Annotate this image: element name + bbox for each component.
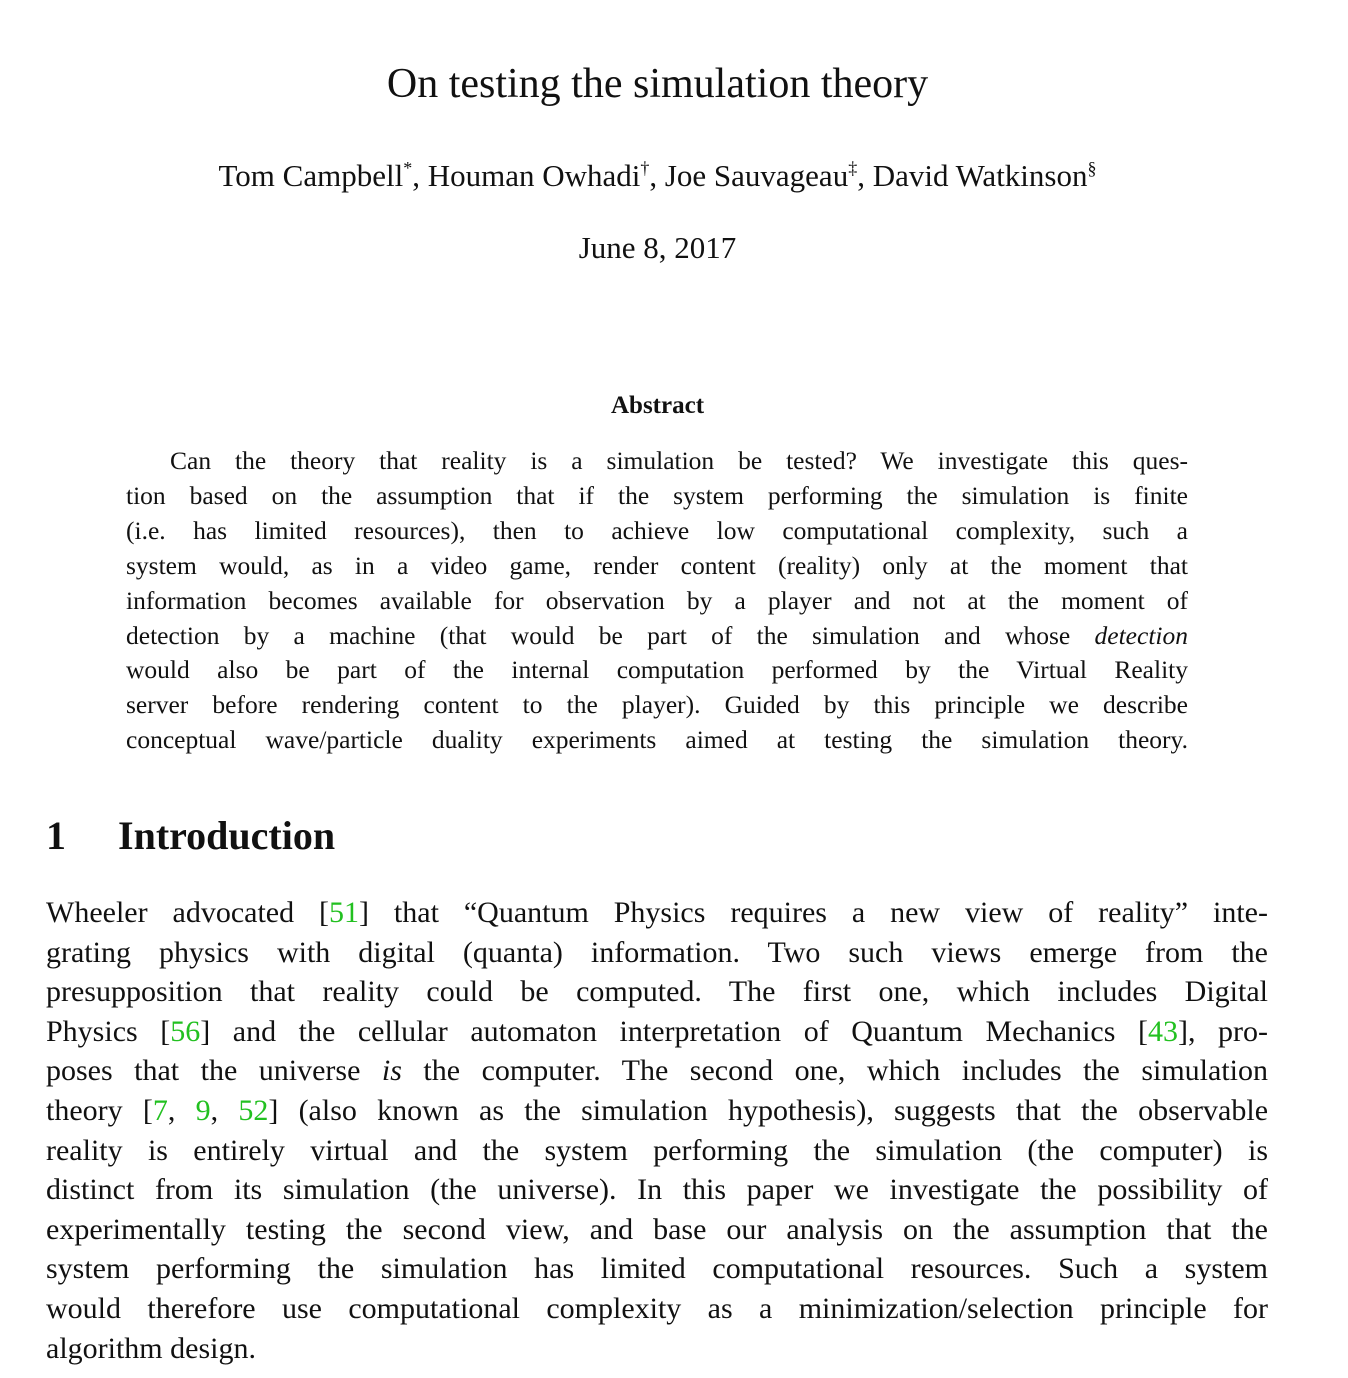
abstract-line: tion based on the assumption that if the system performing the simulation is finite (126, 480, 1188, 510)
citation-link[interactable]: 7 (152, 1093, 168, 1127)
body-text: theory [ (46, 1093, 153, 1127)
abstract-line: conceptual wave/particle duality experiments aimed at testing the simulation theory. (126, 725, 1188, 755)
body-line (46, 1051, 1268, 1091)
author-name: Tom Campbell (218, 158, 404, 193)
abstract-heading: Abstract (610, 392, 705, 419)
author-list (0, 158, 1315, 194)
citation-link[interactable]: 52 (238, 1093, 269, 1127)
abstract-line: would also be part of the internal computation performed by the Virtual Reality (126, 655, 1188, 685)
body-line (46, 1012, 1268, 1052)
paper-title: On testing the simulation theory (386, 61, 929, 107)
author-name: Joe Sauvageau (664, 158, 849, 193)
author-footnote-mark[interactable]: § (1087, 158, 1097, 178)
introduction-body (46, 893, 1268, 1368)
paper-date: June 8, 2017 (578, 230, 737, 265)
abstract-body (126, 444, 1188, 758)
body-text: ] that “Quantum Physics requires a new view of reality” inte- (359, 896, 1268, 929)
body-line: algorithm design. (46, 1331, 256, 1365)
citation-link[interactable]: 9 (195, 1093, 211, 1127)
body-line: presupposition that reality could be computed. The first one, which includes Digital (46, 975, 1268, 1009)
author-name: Houman Owhadi (427, 158, 641, 193)
body-text: poses that the universe (46, 1054, 382, 1088)
body-line: distinct from its simulation (the universe). In this paper we investigate the possibility of (46, 1173, 1268, 1207)
author-footnote-mark[interactable]: † (640, 158, 650, 178)
body-line: would therefore use computational complexity as a minimization/selection principle for (46, 1291, 1268, 1325)
author-separator: , (412, 158, 428, 193)
body-text: the computer. The second one, which includes the simulation (401, 1054, 1268, 1088)
body-text: ], pro- (1177, 1014, 1268, 1048)
citation-link[interactable]: 51 (329, 896, 360, 929)
section-heading (46, 812, 335, 859)
abstract-line: Can the theory that reality is a simulation be tested? We investigate this ques- (170, 446, 1188, 475)
abstract-line: server before rendering content to the player). Guided by this principle we describe (126, 690, 1188, 720)
body-line: reality is entirely virtual and the system performing the simulation (the computer) is (46, 1133, 1268, 1167)
abstract-emphasis: detection (1094, 620, 1188, 650)
body-text: ] (also known as the simulation hypothesis), suggests that the observable (268, 1093, 1269, 1127)
body-text: , (167, 1093, 196, 1127)
author-separator: , (857, 158, 873, 193)
body-text: Physics [ (46, 1014, 171, 1048)
body-line (46, 1091, 1268, 1131)
body-line: grating physics with digital (quanta) information. Two such views emerge from the (46, 935, 1268, 969)
citation-link[interactable]: 43 (1147, 1014, 1178, 1048)
body-text: Wheeler advocated [ (46, 896, 330, 929)
abstract-line (126, 619, 1188, 654)
citation-link[interactable]: 56 (170, 1014, 201, 1048)
body-line (46, 893, 1268, 933)
body-line: system performing the simulation has limited computational resources. Such a system (46, 1252, 1268, 1286)
author-footnote-mark[interactable]: ‡ (848, 158, 858, 178)
body-text: , (210, 1093, 239, 1127)
body-text: ] and the cellular automaton interpretation of Quantum Mechanics [ (200, 1014, 1148, 1048)
abstract-text: detection by a machine (that would be part of the simulation and whose (126, 620, 1095, 650)
section-number: 1 (46, 813, 66, 858)
section-title: Introduction (118, 813, 336, 858)
abstract-line: information becomes available for observation by a player and not at the moment of (126, 585, 1188, 615)
author-name: David Watkinson (872, 158, 1088, 193)
body-emphasis: is (381, 1054, 402, 1088)
body-line: experimentally testing the second view, and base our analysis on the assumption that the (46, 1212, 1268, 1246)
author-separator: , (649, 158, 665, 193)
author-footnote-mark[interactable]: * (403, 158, 413, 178)
abstract-line: system would, as in a video game, render content (reality) only at the moment that (126, 550, 1188, 580)
abstract-line: (i.e. has limited resources), then to achieve low computational complexity, such a (126, 515, 1188, 545)
